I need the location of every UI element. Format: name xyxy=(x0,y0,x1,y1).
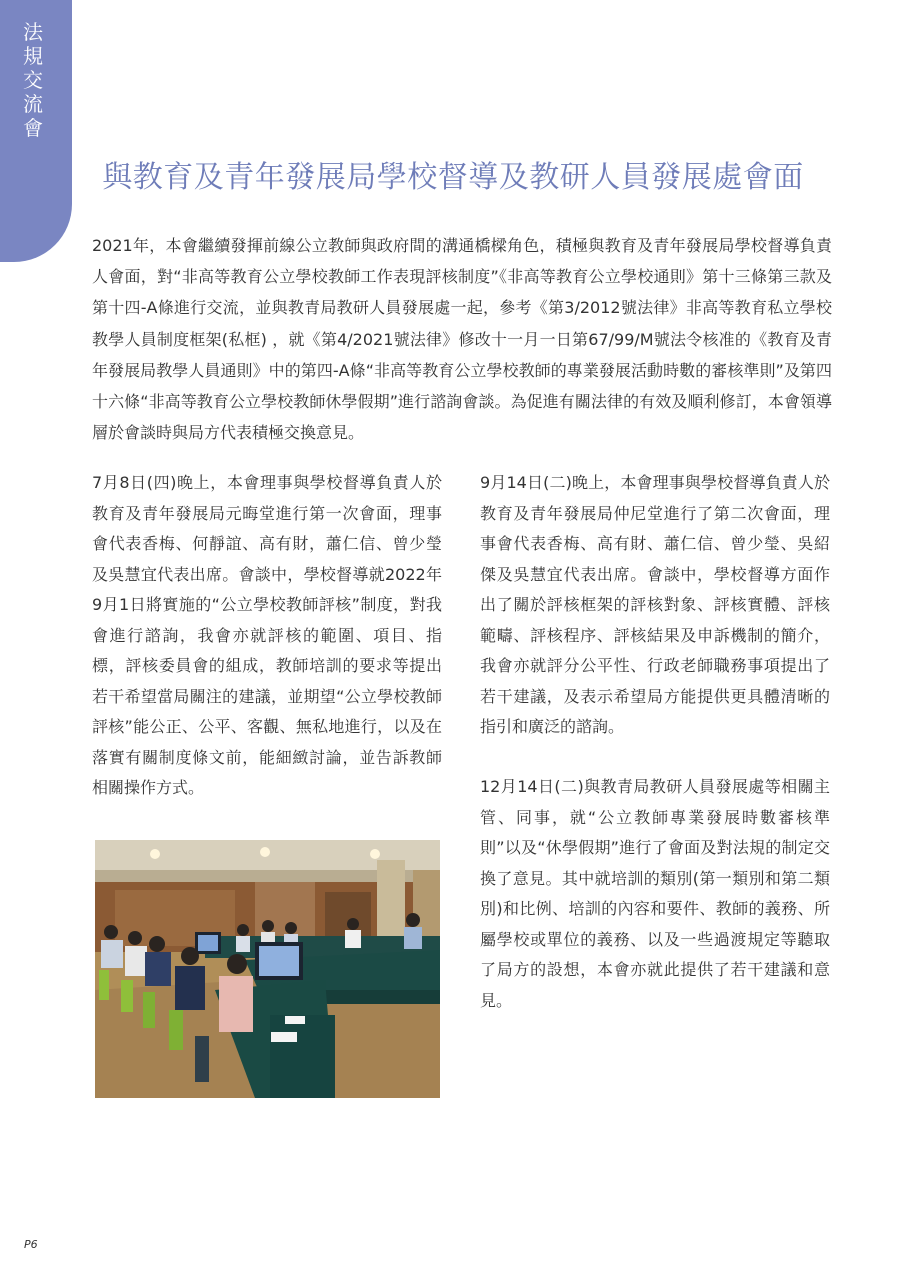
section-tab xyxy=(0,0,72,262)
section-tab-label: 法規交流會 xyxy=(23,20,43,140)
page-title: 與教育及青年發展局學校督導及教研人員發展處會面 xyxy=(102,160,804,195)
left-column-paragraph: 7月8日(四)晚上，本會理事與學校督導負責人於教育及青年發展局元晦堂進行第一次會面，理事會代表香梅、何靜誼、高有財，蕭仁信、曾少瑩及吳慧宜代表出席。會談中，學校督導就2022年9月1日將實施的“公立學校教師評核”制度，對我會進行諮詢，我會亦就評核的範圍、項目、指標，評核委員會的組成，教師培訓的要求等提出若干希望當局關注的建議，並期望“公立學校教師評核”能公正、公平、客觀、無私地進行，以及在落實有關制度條文前，能細緻討論，並告訴教師相關操作方式。 xyxy=(92,473,442,797)
meeting-photo xyxy=(95,840,440,1098)
intro-paragraph: 2021年，本會繼續發揮前線公立教師與政府間的溝通橋樑角色，積極與教育及青年發展局學校督導負責人會面，對“非高等教育公立學校教師工作表現評核制度”《非高等教育公立學校通則》第十三條第三款及第十四-A條進行交流，並與教青局教研人員發展處一起，參考《第3/2012號法律》非高等教育私立學校教學人員制度框架(私框) ，就《第4/2021號法律》修改十一月一日第67/99/M號法令核准的《教育及青年發展局教學人員通則》中的第四-A條“非高等教育公立學校教師的專業發展活動時數的審核準則”及第四十六條“非高等教育公立學校教師休學假期”進行諮詢會談。為促進有關法律的有效及順利修訂，本會領導層於會談時與局方代表積極交換意見。 xyxy=(92,236,832,443)
right-column-paragraph-1: 9月14日(二)晚上，本會理事與學校督導負責人於教育及青年發展局仲尼堂進行了第二次會面，理事會代表香梅、高有財、蕭仁信、曾少瑩、吳紹傑及吳慧宜代表出席。會談中，學校督導方面作出了關於評核框架的評核對象、評核實體、評核範疇、評核程序、評核結果及申訴機制的簡介，我會亦就評分公平性、行政老師職務事項提出了若干建議，及表示希望局方能提供更具體清晰的指引和廣泛的諮詢。 xyxy=(480,473,830,736)
page-number: P6 xyxy=(24,1238,38,1251)
right-column-paragraph-2: 12月14日(二)與教青局教研人員發展處等相關主管、同事，就“公立教師專業發展時數審核準則”以及“休學假期”進行了會面及對法規的制定交換了意見。其中就培訓的類別(第一類別和第二類別)和比例、培訓的內容和要件、教師的義務、所屬學校或單位的義務、以及一些過渡規定等聽取了局方的設想，本會亦就此提供了若干建議和意見。 xyxy=(480,777,830,1010)
